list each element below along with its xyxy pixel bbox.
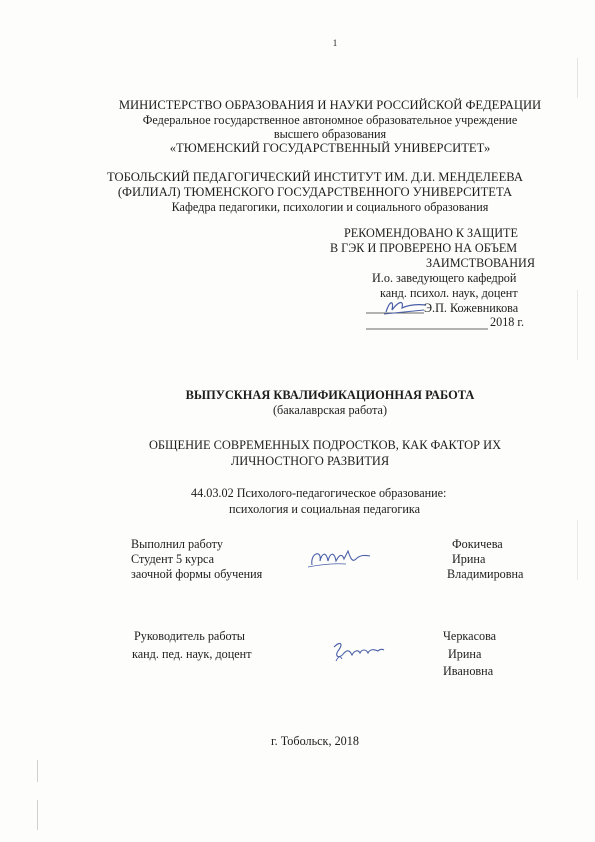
work-title-line-1: ОБЩЕНИЕ СОВРЕМЕННЫХ ПОДРОСТКОВ, КАК ФАКТОР ИХ [148,438,502,452]
scan-edge-mark [577,58,578,98]
institute-line-2: (ФИЛИАЛ) ТЮМЕНСКОГО ГОСУДАРСТВЕННОГО УНИВЕРСИТЕТА [117,185,513,199]
approval-degree: канд. психол. наук, доцент [380,286,518,300]
supervisor-surname: Черкасова [443,629,497,643]
supervisor-first-name: Ирина [448,647,482,661]
work-subtype: (бакалаврская работа) [272,403,388,417]
city-year: г. Тобольск, 2018 [271,734,359,748]
student-signature [306,543,374,573]
work-type: ВЫПУСКНАЯ КВАЛИФИКАЦИОННАЯ РАБОТА [185,388,475,402]
student-first-name: Ирина [452,552,486,566]
approval-position: И.о. заведующего кафедрой [372,271,517,285]
scan-edge-mark [37,800,38,830]
agency-line-1: Федеральное государственное автономное образовательное учреждение [142,113,518,127]
student-label-3: заочной формы обучения [131,567,263,581]
program-line-2: психология и социальная педагогика [229,502,421,516]
supervisor-label-2: канд. пед. наук, доцент [132,647,252,661]
approval-line-3: ЗАИМСТВОВАНИЯ [426,256,535,270]
student-label-1: Выполнил работу [131,537,223,551]
ministry-heading: МИНИСТЕРСТВО ОБРАЗОВАНИЯ И НАУКИ РОССИЙСКОЙ ФЕДЕРАЦИИ [118,98,542,112]
scan-edge-mark [577,290,578,360]
department-name: Кафедра педагогики, психологии и социального образования [171,200,489,214]
approval-name: Э.П. Кожевникова [424,301,519,315]
student-label-2: Студент 5 курса [131,552,215,566]
student-surname: Фокичева [452,537,503,551]
scan-edge-mark [577,520,578,580]
work-title-line-2: ЛИЧНОСТНОГО РАЗВИТИЯ [230,454,390,468]
supervisor-label-1: Руководитель работы [134,629,245,643]
approval-date-line [366,314,490,334]
approval-year: 2018 г. [490,315,525,329]
supervisor-signature [330,637,386,667]
supervisor-patronymic: Ивановна [443,664,494,678]
approval-line-2: В ГЭК И ПРОВЕРЕНО НА ОБЪЕМ [330,241,518,255]
program-line-1: 44.03.02 Психолого-педагогическое образование: [191,486,447,500]
approval-line-1: РЕКОМЕНДОВАНО К ЗАЩИТЕ [344,226,518,240]
student-patronymic: Владимировна [447,567,524,581]
scan-edge-mark [37,760,38,782]
university-name: «ТЮМЕНСКИЙ ГОСУДАРСТВЕННЫЙ УНИВЕРСИТЕТ» [169,141,491,155]
institute-line-1: ТОБОЛЬСКИЙ ПЕДАГОГИЧЕСКИЙ ИНСТИТУТ ИМ. Д.И. МЕНДЕЛЕЕВА [106,170,524,184]
agency-line-2: высшего образования [273,127,387,141]
page-number: 1 [332,38,338,48]
